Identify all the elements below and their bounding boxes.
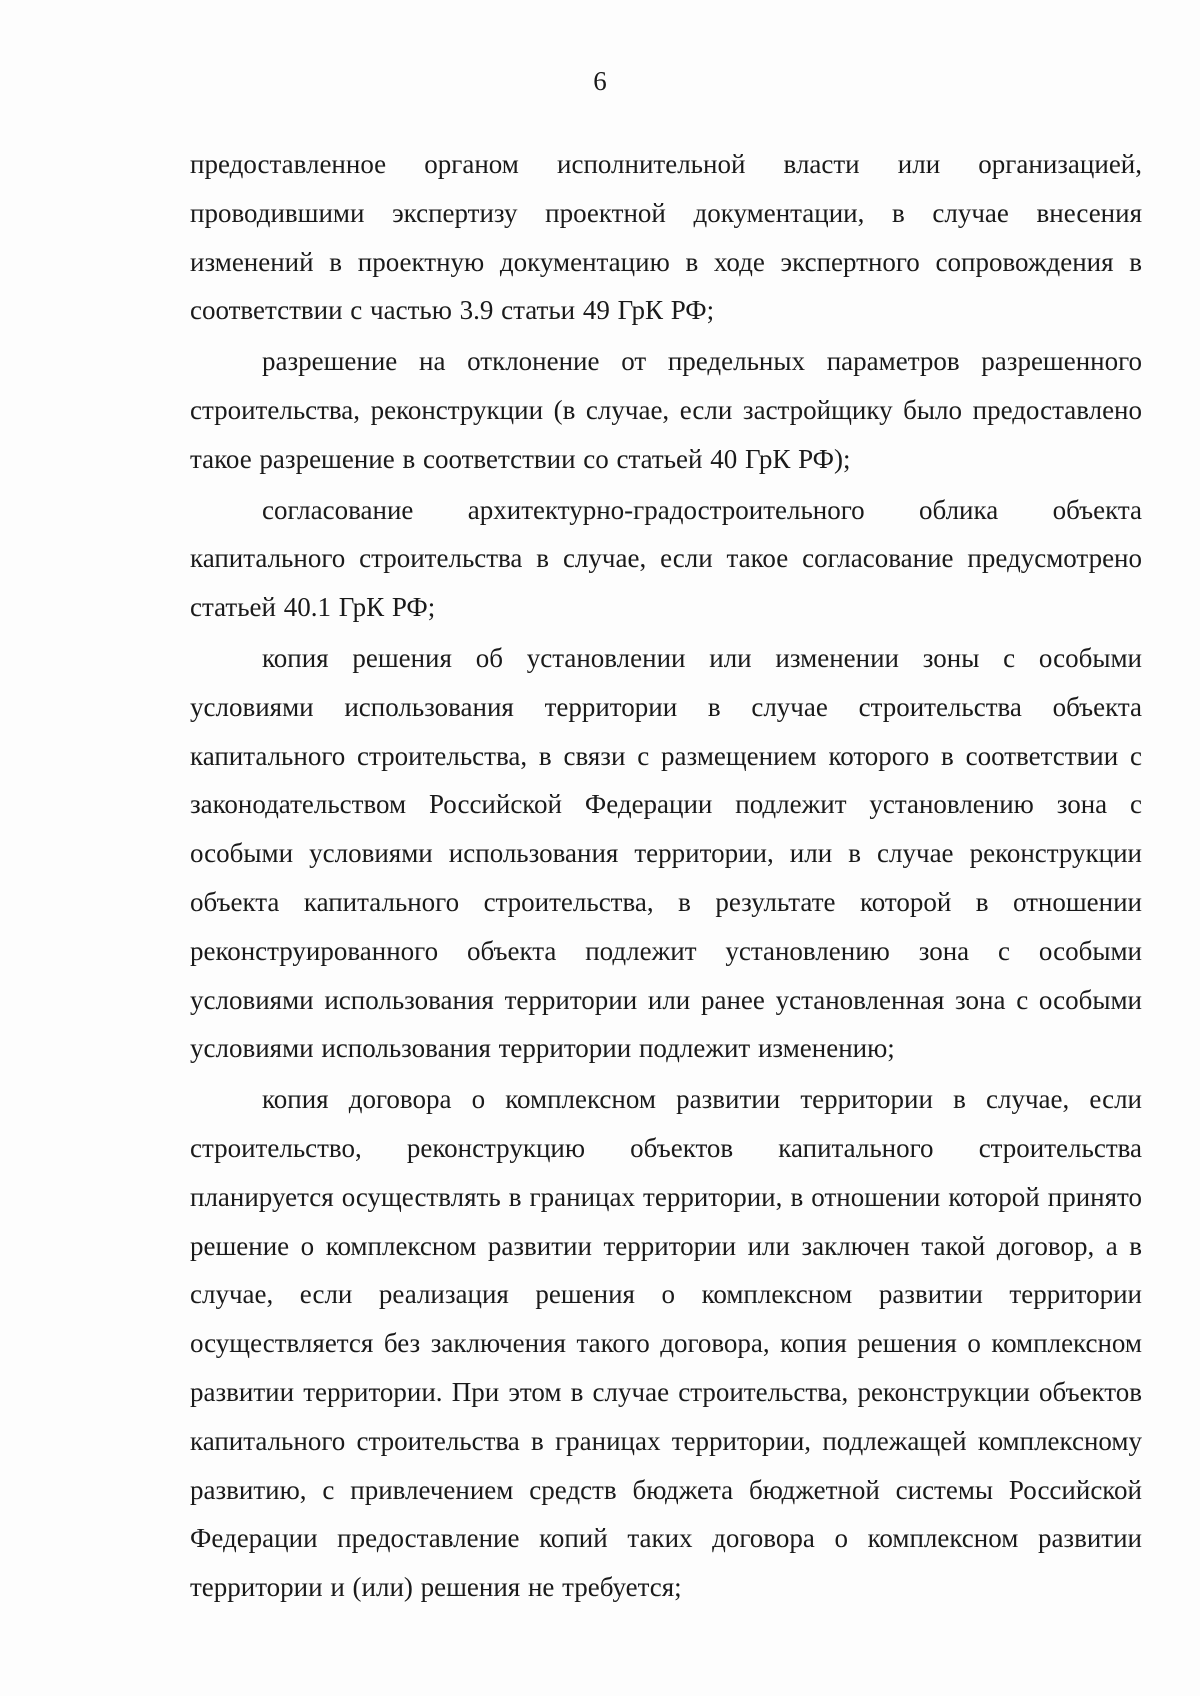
paragraph-territory-development-agreement: копия договора о комплексном развитии территории в случае, если строительство, реконструкцию объектов капитального строительства планируется осуществлять в границах территории, в отношении которой принято решение о комплексном развитии территории или заключен такой договор, а в случае, если реализация решения о комплексном развитии территории осуществляется без заключения такого договора, копия решения о комплексном развитии территории. При этом в случае строительства, реконструкции объектов капитального строительства в границах территории, подлежащей комплексному развитию, с привлечением средств бюджета бюджетной системы Российской Федерации предоставление копий таких договора о комплексном развитии территории и (или) решения не требуется;	[190, 1084, 1142, 1603]
paragraph-special-zone-decision: копия решения об установлении или изменении зоны с особыми условиями использования территории в случае строительства объекта капитального строительства, в связи с размещением которого в соответствии с законодательством Российской Федерации подлежит установлению зона с особыми условиями использования территории, или в случае реконструкции объекта капитального строительства, в результате которой в отношении реконструированного объекта подлежит установлению зона с особыми условиями использования территории или ранее установленная зона с особыми условиями использования территории подлежит изменению;	[190, 642, 1142, 1064]
paragraph-deviation-permit: разрешение на отклонение от предельных параметров разрешенного строительства, реконструкции (в случае, если застройщику было предоставлено такое разрешение в соответствии со статьей 40 ГрК РФ);	[190, 346, 1142, 474]
paragraph-architectural-approval: согласование архитектурно-градостроительного облика объекта капитального строительства в случае, если такое согласование предусмотрено статьей 40.1 ГрК РФ;	[190, 494, 1142, 623]
page-number: 6	[593, 66, 607, 96]
paragraph-project-expertise: предоставленное органом исполнительной власти или организацией, проводившими экспертизу проектной документации, в случае внесения изменений в проектную документацию в ходе экспертного сопровождения в соответствии с частью 3.9 статьи 49 ГрК РФ;	[190, 149, 1142, 326]
document-body	[190, 140, 1142, 1614]
